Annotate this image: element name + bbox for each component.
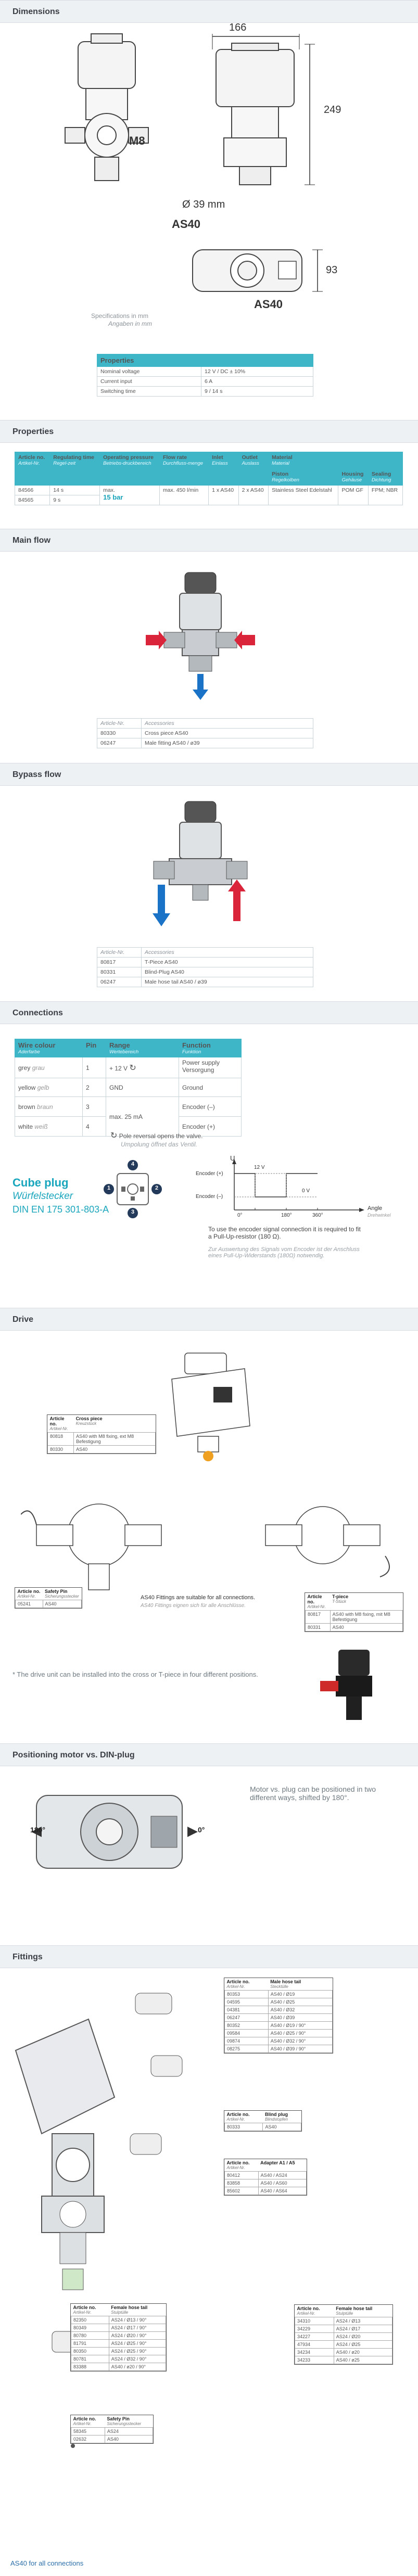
table-cell: 80781 [71,2355,109,2363]
col-header: Range Wertebereich [106,1039,179,1057]
table-row [225,2045,333,2053]
section-title: Connections [12,1009,63,1017]
sticker-h1: Article no. Artikel-Nr. [226,2112,250,2122]
properties-summary-table [97,354,313,397]
positioning-drawing [21,1780,208,1884]
table-cell: AS24 / Ø25 / 90° [109,2348,166,2355]
tick-180: 180° [281,1213,292,1218]
bypass-flow-drawing [138,799,263,934]
section-drive [0,1308,418,1331]
table-row [225,2172,307,2179]
table-row [295,2356,392,2364]
table-cell: AS24 [105,2428,153,2435]
table-cell: 09584 [225,2030,269,2037]
valve-front-drawing [62,31,156,187]
sticker-h2: Cross piece Kreuzstück [75,1416,103,1426]
table-row [97,967,313,977]
sticker-h1: Article no. Artikel-Nr. [49,1416,68,1431]
table-cell: POM GF [338,486,368,505]
cross-piece-sticker [47,1414,156,1454]
height93-dimension: 93 [326,264,338,276]
cube-plug-sub: Würfelstecker [12,1191,73,1202]
table-row [71,2316,166,2324]
female-hose-right-sticker [294,2304,393,2365]
table-row [306,1611,403,1624]
sticker-h2: Female hose tail Stulptülle [336,2306,373,2316]
table-cell: 80349 [71,2324,109,2332]
table-cell: AS24 / Ø32 / 90° [109,2355,166,2363]
col-header: Article no. Artikel-Nr. [15,452,50,486]
sticker-h1: Article no. Artikel-Nr. [73,2416,96,2426]
table-cell: + 12 V ↻ [106,1057,179,1078]
rotate-icon: ↻ [110,1131,118,1140]
table-cell: AS40 / Ø32 [268,2006,332,2014]
table-row [225,2006,333,2014]
col-header: Outlet Auslass [238,452,269,486]
sticker-h2: Male hose tail Stecktülle [270,1979,301,1989]
table-header-row [15,452,403,469]
table-cell: Nominal voltage [97,367,201,377]
table-cell: AS24 / Ø17 [334,2325,392,2333]
diameter-dimension: Ø 39 mm [182,199,225,210]
table-cell: 83388 [71,2363,109,2371]
drive-fittings-drawing [21,1483,396,1598]
table-row [16,1600,82,1608]
table-cell: 84566 [15,486,50,495]
sticker-h1: Article no. Artikel-Nr. [73,2305,96,2315]
encoder-plus-label: Encoder (+) [196,1171,223,1177]
spec-en: Specifications in mm [91,312,149,320]
col-header: Inlet Einlass [209,452,239,486]
table-cell: 09874 [225,2037,269,2045]
spec-de: Angaben in mm [108,320,153,327]
table-cell: Cross piece AS40 [142,729,313,738]
table-row [97,738,313,748]
table-cell: Male hose tail AS40 / ø39 [142,977,313,987]
table-cell: max. 450 l/min [159,486,208,505]
table-cell: max. 25 mA [106,1097,179,1137]
encoder-note-de: Zur Auswertung des Signals vom Encoder ist der Anschluss eines Pull-Up-Widerstands (180Ω) notwendig. [208,1246,360,1259]
blind-plug-sticker [224,2110,302,2132]
sticker-h1: Article no. Artikel-Nr. [297,2306,320,2316]
deg0-label: 0° [198,1826,205,1834]
table-cell: 80817 [306,1611,331,1624]
table-cell: 02632 [71,2435,105,2443]
table-cell: T-Piece AS40 [142,958,313,967]
table-cell: AS40 [330,1624,402,1631]
table-cell: AS24 / Ø20 [334,2333,392,2341]
sticker-h2: T-piece T-Stück [332,1594,349,1604]
table-cell: 4 [83,1117,106,1137]
sticker-h2: Blind plug Blindstopfen [264,2112,288,2122]
table-cell: AS40 / ø25 [334,2356,392,2364]
section-title: Fittings [12,1953,43,1961]
table-cell: AS24 / Ø25 / 90° [109,2340,166,2348]
table-cell: 34229 [295,2325,334,2333]
pin1-label: 1 [107,1185,111,1191]
table-cell: AS40 / AS60 [258,2179,306,2187]
table-cell: Blind-Plug AS40 [142,967,313,977]
table-cell: 80331 [97,967,142,977]
table-cell: AS40 / Ø19 [268,1991,332,1998]
table-cell: 84565 [15,495,50,505]
table-cell: 58345 [71,2428,105,2435]
table-cell: 6 A [201,377,313,387]
table-cell: 1 [83,1057,106,1078]
as40-top-label: AS40 [172,218,201,231]
table-row [15,486,403,495]
table-cell: AS40 [263,2123,301,2131]
table-cell: 04595 [225,1998,269,2006]
table-cell: 80818 [48,1433,74,1446]
table-cell: 80330 [97,729,142,738]
connections-table [15,1039,242,1137]
sticker-h1: Article no. Artikel-Nr. [17,1589,41,1599]
col-header: Housing Gehäuse [338,469,368,486]
table-row [225,1998,333,2006]
angle-label: Angle [368,1205,383,1212]
section-title: Drive [12,1315,34,1324]
table-row [225,2037,333,2045]
table-cell: grey grau [15,1057,83,1078]
table-cell: max. 15 bar [100,486,160,505]
col-header-material: Material Material [269,452,403,469]
section-bypass-flow [0,763,418,786]
table-row [225,2123,301,2131]
table-cell: AS24 / Ø20 / 90° [109,2332,166,2340]
table-cell: Current input [97,377,201,387]
table-cell: 80352 [225,2022,269,2030]
tick-0: 0° [237,1213,243,1218]
section-connections [0,1001,418,1024]
table-cell: yellow gelb [15,1078,83,1097]
table-cell: 2 [83,1078,106,1097]
table-row [48,1446,156,1453]
drive-photo-drawing [318,1644,390,1723]
table-cell: white weiß [15,1117,83,1137]
table-row [97,977,313,987]
table-cell: 80353 [225,1991,269,1998]
table-row [15,1097,242,1117]
encoder-note-en: To use the encoder signal connection it is required to fit a Pull-Up-resistor (180 Ω). [208,1226,361,1240]
table-cell: AS24 / Ø17 / 90° [109,2324,166,2332]
col-header: Article-Nr. [97,719,142,729]
table-cell: 34233 [295,2356,334,2364]
properties-summary-header: Properties [97,354,313,367]
col-header: Function Funktion [179,1039,242,1057]
sticker-h1: Article no. Artikel-Nr. [226,2160,250,2170]
table-cell: 80412 [225,2172,259,2179]
col-header: Regulating time Regel-zeit [50,452,100,486]
table-cell: AS40 / Ø25 / 90° [268,2030,332,2037]
encoder-12v: 12 V [254,1165,265,1170]
table-cell: AS40 / AS24 [258,2172,306,2179]
table-cell: 3 [83,1097,106,1117]
table-header-row [97,948,313,958]
cube-plug-din: DIN EN 175 301-803-A [12,1204,109,1215]
table-cell: AS40 / ø20 / 90° [109,2363,166,2371]
table-row [97,958,313,967]
encoder-gap: 0 V [302,1188,310,1194]
table-cell: 80780 [71,2332,109,2340]
table-cell: AS40 / Ø39 [268,2014,332,2022]
table-cell: 80331 [306,1624,331,1631]
table-row [295,2325,392,2333]
table-cell: AS40 / Ø39 / 90° [268,2045,332,2053]
table-cell: 82350 [71,2316,109,2324]
table-row [225,1991,333,1998]
table-cell: 80350 [71,2348,109,2355]
table-cell: 04381 [225,2006,269,2014]
table-cell: 34234 [295,2349,334,2356]
table-cell: GND [106,1078,179,1097]
table-row [71,2348,166,2355]
table-row [71,2435,153,2443]
table-cell: Stainless Steel Edelstahl [269,486,338,505]
col-header: Flow rate Durchfluss-menge [159,452,208,486]
table-header-row [97,719,313,729]
table-row [295,2333,392,2341]
table-row [48,1433,156,1446]
section-title: Dimensions [12,7,60,16]
sticker-h2: Adapter A1 / A5 [260,2160,295,2165]
table-row [71,2340,166,2348]
safety-pin2-sticker [70,2415,154,2444]
section-positioning [0,1743,418,1766]
table-cell: AS24 / Ø25 [334,2341,392,2349]
section-dimensions [0,0,418,23]
bypass-table [97,947,313,987]
section-title: Properties [12,427,54,436]
encoder-signal-chart [203,1158,375,1231]
table-row [225,2187,307,2195]
table-cell: 1 x AS40 [209,486,239,505]
deg180-label: 180° [30,1826,45,1834]
table-cell: brown braun [15,1097,83,1117]
table-cell: FPM; NBR [368,486,402,505]
table-row [15,1057,242,1078]
table-cell: 80817 [97,958,142,967]
table-cell: 34227 [295,2333,334,2341]
section-title: Bypass flow [12,770,61,779]
female-hose-left-sticker [70,2303,167,2371]
col-header: Piston Regelkolben [269,469,338,486]
table-row [225,2022,333,2030]
table-row [71,2332,166,2340]
table-cell: AS40 / Ø32 / 90° [268,2037,332,2045]
table-cell: 14 s [50,486,100,495]
fittings-note-en: AS40 Fittings are suitable for all connections. [141,1595,256,1601]
table-cell: 47934 [295,2341,334,2349]
table-row [71,2428,153,2435]
table-row [306,1624,403,1631]
table-row [225,2179,307,2187]
table-row [71,2355,166,2363]
pole-note [110,1130,203,1148]
table-cell: AS40 [74,1446,156,1453]
fittings-note-de: AS40 Fittings eignen sich für alle Anschlüsse. [141,1603,246,1609]
as40-bottom-label: AS40 [254,298,283,311]
table-cell: 06247 [97,738,142,748]
table-row [97,387,313,397]
cube-plug-title: Cube plug [12,1176,69,1189]
section-fittings [0,1945,418,1968]
table-cell: AS40 / Ø19 / 90° [268,2022,332,2030]
col-header: Wire colour Aderfarbe [15,1039,83,1057]
table-row [97,377,313,387]
table-cell: 9 / 14 s [201,387,313,397]
table-cell: Ground [179,1078,242,1097]
pin3-label: 3 [131,1209,135,1215]
table-row [15,1078,242,1097]
table-row [71,2363,166,2371]
table-cell: 2 x AS40 [238,486,269,505]
main-flow-drawing [143,567,258,703]
table-cell: 12 V / DC ± 10% [201,367,313,377]
positioning-text: Motor vs. plug can be positioned in two different ways, shifted by 180°. [250,1785,376,1802]
section-main-flow [0,529,418,552]
table-cell: AS40 with M8 fixing, mit M8 Befestigung [330,1611,402,1624]
table-cell: AS40 / AS64 [258,2187,306,2195]
table-cell: AS40 [43,1600,82,1608]
tick-360: 360° [312,1213,323,1218]
male-hose-sticker [224,1978,333,2054]
m8-label: M8 [129,134,145,147]
table-row [97,729,313,738]
section-title: Positioning motor vs. DIN-plug [12,1751,135,1759]
section-properties [0,420,418,443]
table-header-row [15,1039,242,1057]
table-cell: 05241 [16,1600,43,1608]
table-cell: 81791 [71,2340,109,2348]
table-cell: AS40 / Ø25 [268,1998,332,2006]
col-header: Accessories [142,948,313,958]
table-cell: Switching time [97,387,201,397]
table-row [225,2030,333,2037]
table-cell: AS40 [105,2435,153,2443]
drive-footnote: * The drive unit can be installed into the cross or T-piece in four different positions. [12,1670,258,1678]
fittings-drawing [10,1978,203,2456]
table-cell: Encoder (+) [179,1117,242,1137]
encoder-u: U [230,1154,235,1162]
col-header: Accessories [142,719,313,729]
sticker-h2: Safety Pin Sicherungsstecker [107,2416,142,2426]
table-cell: 80330 [48,1446,74,1453]
sticker-h2: Female hose tail Stulptülle [111,2305,148,2315]
height-dimension: 249 [324,104,341,116]
rotate-icon: ↻ [129,1063,136,1073]
pole-note-en: Pole reversal opens the valve. [119,1132,203,1140]
encoder-minus-label: Encoder (–) [196,1194,223,1200]
col-header: Article-Nr. [97,948,142,958]
section-title: Main flow [12,536,50,545]
table-row [97,367,313,377]
width-dimension: 166 [229,22,247,33]
sticker-h1: Article no. Artikel-Nr. [226,1979,250,1989]
safety-pin-sticker [15,1587,82,1609]
table-cell: 9 s [50,495,100,505]
col-header: Pin [83,1039,106,1057]
pin4-label: 4 [131,1161,135,1167]
t-piece-sticker [305,1592,403,1632]
angle-label-de: Drehwinkel [368,1213,391,1218]
table-cell: 06247 [225,2014,269,2022]
table-cell: 80333 [225,2123,263,2131]
table-cell: Encoder (–) [179,1097,242,1117]
properties-table [15,452,403,505]
fittings-footer: AS40 for all connections [10,2559,84,2567]
table-cell: 83858 [225,2179,259,2187]
table-row [295,2317,392,2325]
table-cell: Power supply Versorgung [179,1057,242,1078]
table-row [295,2341,392,2349]
table-row [295,2349,392,2356]
col-header: Sealing Dichtung [368,469,402,486]
table-cell: AS40 with M8 fixing, ext M8 Befestigung [74,1433,156,1446]
sticker-h2: Safety Pin Sicherungsstecker [45,1589,79,1599]
drive-unit-drawing [156,1348,260,1462]
table-cell: 08275 [225,2045,269,2053]
table-cell: Male fitting AS40 / ø39 [142,738,313,748]
table-cell: AS24 / Ø13 [334,2317,392,2325]
main-flow-table [97,718,313,748]
pole-note-de: Umpolung öffnet das Ventil. [121,1141,197,1148]
table-row [225,2014,333,2022]
table-cell: AS24 / Ø13 / 90° [109,2316,166,2324]
table-cell: 06247 [97,977,142,987]
valve-side-drawing [203,29,328,195]
pin2-label: 2 [155,1185,159,1191]
table-cell: 85602 [225,2187,259,2195]
adapter-sticker [224,2159,307,2196]
col-header: Operating pressure Betriebs-druckbereich [100,452,160,486]
sticker-h1: Article no. Artikel-Nr. [307,1594,326,1609]
table-cell: AS40 / ø20 [334,2349,392,2356]
table-cell: 34310 [295,2317,334,2325]
table-row [71,2324,166,2332]
